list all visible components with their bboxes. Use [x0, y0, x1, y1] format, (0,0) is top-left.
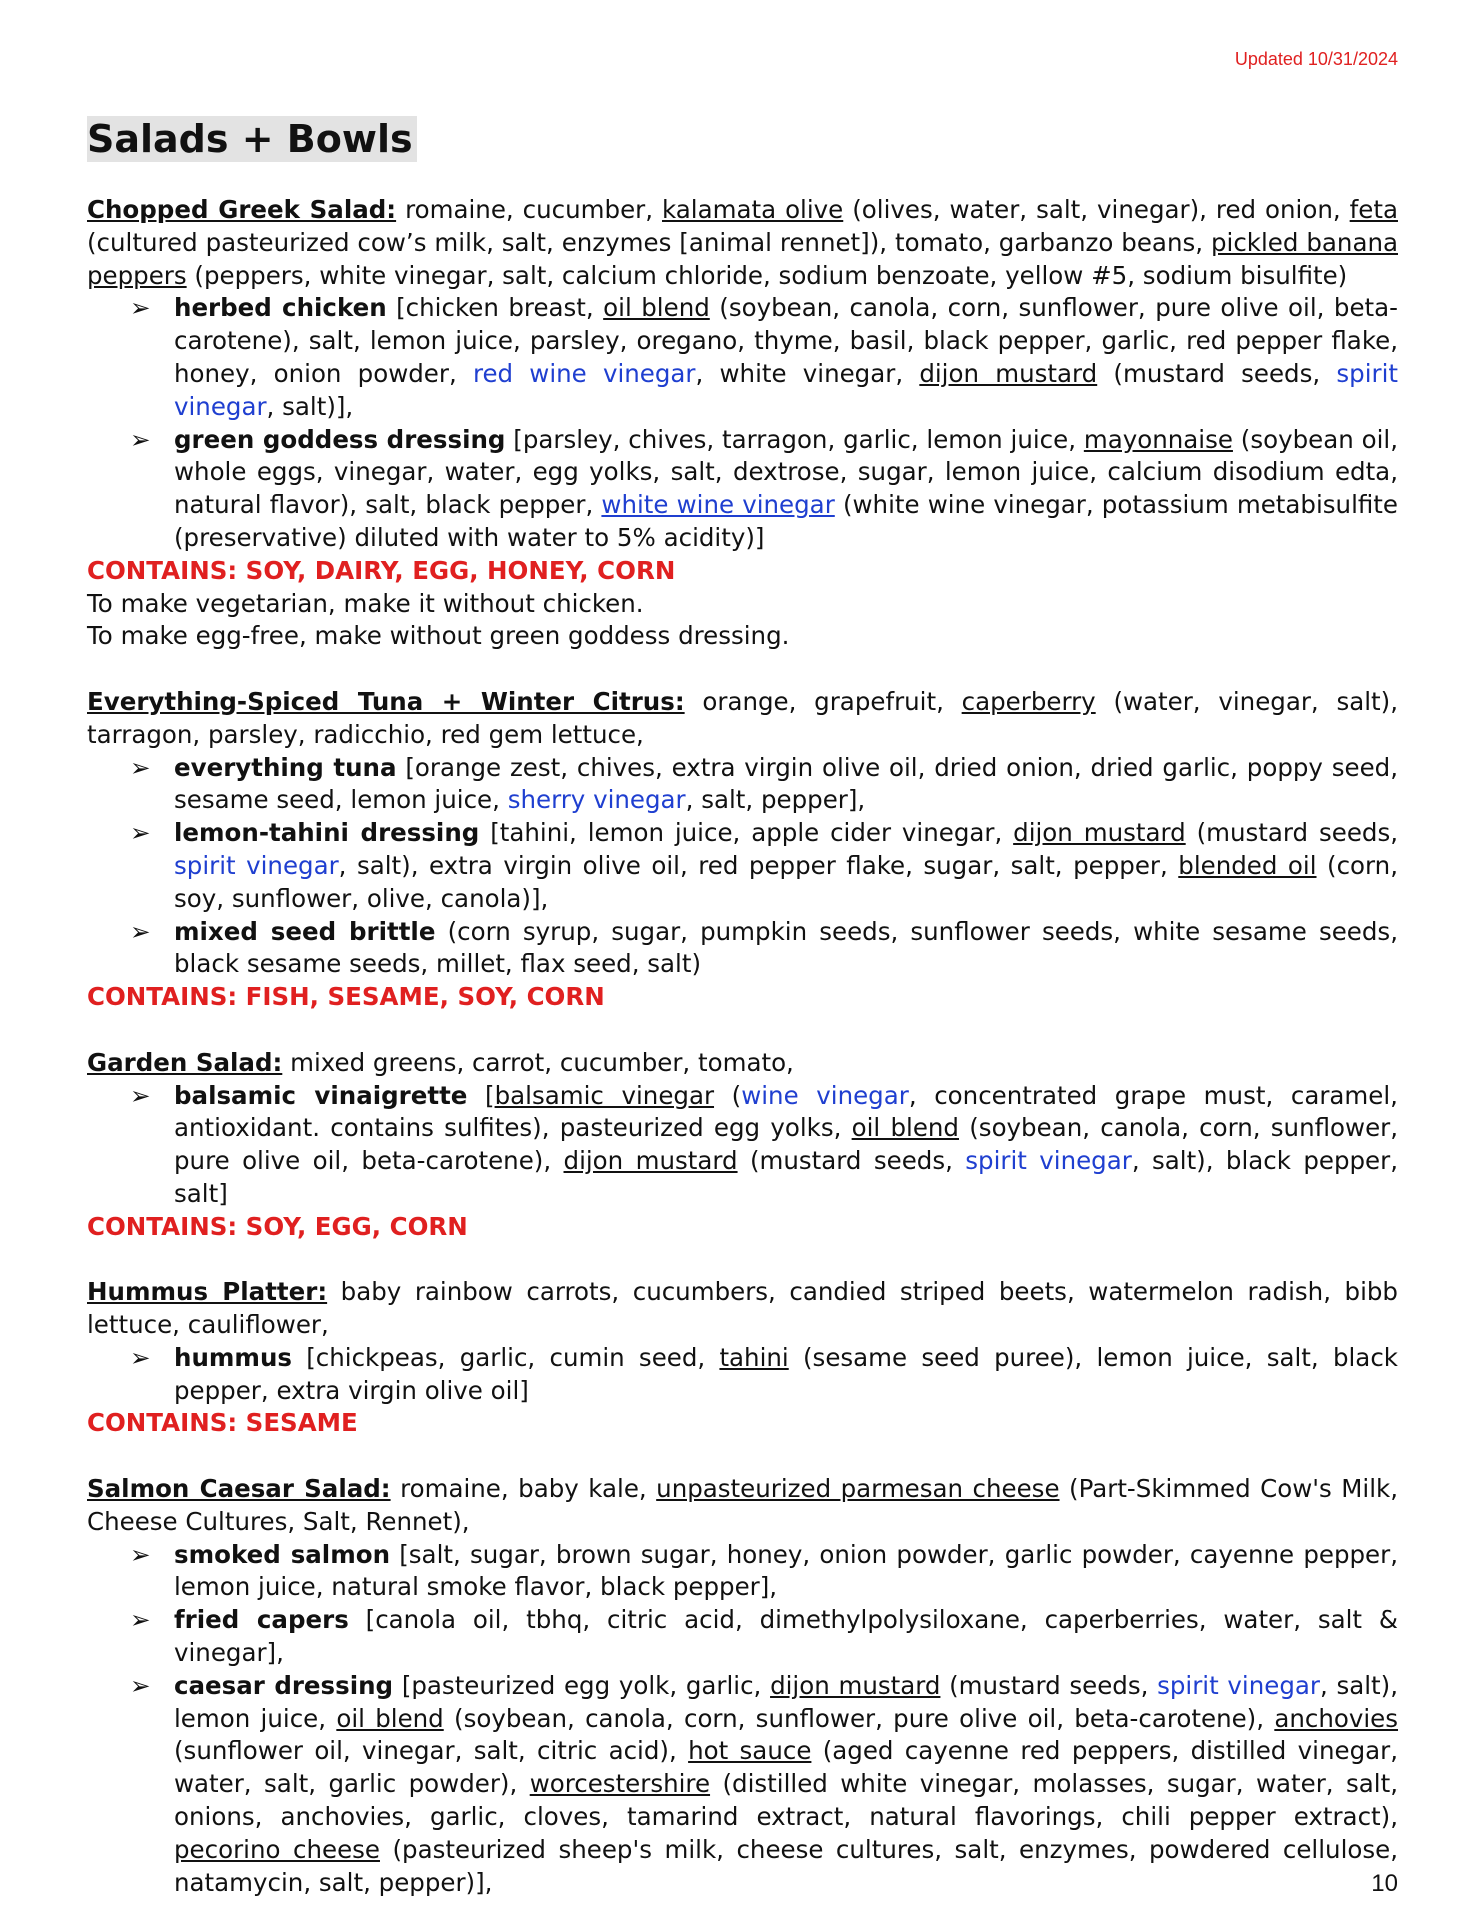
item-name: Everything-Spiced Tuna + Winter Citrus: — [87, 686, 685, 716]
arrow-bullet-icon: ➢ — [130, 752, 151, 782]
component-name: mixed seed brittle — [174, 916, 436, 946]
item-name: Garden Salad: — [87, 1047, 283, 1077]
component-name: fried capers — [174, 1605, 349, 1635]
component-mixed-seed-brittle: ➢ mixed seed brittle (corn syrup, sugar, pumpkin seeds, sunflower seeds, white sesame seeds, black sesame seeds, millet, flax seed, salt) — [130, 916, 1398, 979]
arrow-bullet-icon: ➢ — [130, 1080, 151, 1110]
allergen-contains: CONTAINS: FISH, SESAME, SOY, CORN — [87, 982, 605, 1012]
component-list — [87, 1342, 1398, 1408]
item-base-ingredients: Garden Salad: mixed greens, carrot, cucumber, tomato, — [87, 1047, 794, 1077]
page-number: 10 — [1371, 1870, 1398, 1897]
menu-item-chopped-greek-salad — [87, 194, 1398, 653]
highlighted-ingredient: white wine vinegar — [601, 490, 835, 520]
component-fried-capers: ➢ fried capers [canola oil, tbhq, citric acid, dimethylpolysiloxane, caperberries, water, salt & vinegar], — [130, 1605, 1398, 1668]
component-everything-tuna: ➢ everything tuna [orange zest, chives, extra virgin olive oil, dried onion, dried garlic, poppy seed, sesame seed, lemon juice, sherry vinegar, salt, pepper], — [130, 752, 1398, 815]
item-name: Salmon Caesar Salad: — [87, 1474, 391, 1504]
component-caesar-dressing: ➢ caesar dressing [pasteurized egg yolk, garlic, dijon mustard (mustard seeds, spirit vinegar, salt), lemon juice, oil blend (soybean, canola, corn, sunflower, pure olive oil, beta-carotene), anchovies (sunflower oil, vinegar, salt, citric acid), hot sauce (aged cayenne red peppers, distilled vinegar, water, salt, garlic powder), worcestershire (distilled white vinegar, molasses, sugar, water, salt, onions, anchovies, garlic, cloves, tamarind extract, natural flavorings, chili pepper extract), pecorino cheese (pasteurized sheep's milk, cheese cultures, salt, enzymes, powdered cellulose, natamycin, salt, pepper)], — [130, 1670, 1399, 1897]
menu-item-salmon-caesar-salad — [87, 1473, 1398, 1899]
allergen-contains: CONTAINS: SESAME — [87, 1408, 358, 1438]
arrow-bullet-icon: ➢ — [130, 1342, 151, 1372]
component-name: lemon-tahini dressing — [174, 818, 480, 848]
component-name: balsamic vinaigrette — [174, 1080, 468, 1110]
arrow-bullet-icon: ➢ — [130, 1605, 151, 1635]
component-list — [87, 752, 1398, 982]
menu-item-garden-salad — [87, 1047, 1398, 1244]
component-smoked-salmon: ➢ smoked salmon [salt, sugar, brown sugar, honey, onion powder, garlic powder, cayenne pepper, lemon juice, natural smoke flavor, black pepper], — [130, 1539, 1398, 1602]
arrow-bullet-icon: ➢ — [130, 293, 151, 323]
allergen-contains: CONTAINS: SOY, DAIRY, EGG, HONEY, CORN — [87, 555, 676, 585]
arrow-bullet-icon: ➢ — [130, 424, 151, 454]
allergen-contains: CONTAINS: SOY, EGG, CORN — [87, 1211, 468, 1241]
component-hummus: ➢ hummus [chickpeas, garlic, cumin seed, tahini (sesame seed puree), lemon juice, salt, black pepper, extra virgin olive oil] — [130, 1342, 1398, 1405]
component-name: hummus — [174, 1342, 292, 1372]
component-list — [87, 1080, 1398, 1211]
component-green-goddess-dressing: ➢ green goddess dressing [parsley, chives, tarragon, garlic, lemon juice, mayonnaise (soybean oil, whole eggs, vinegar, water, egg yolks, salt, dextrose, sugar, lemon juice, calcium disodium edta, natural flavor), salt, black pepper, white wine vinegar (white wine vinegar, potassium metabisulfite (preservative) diluted with water to 5% acidity)] — [130, 424, 1398, 552]
item-base-ingredients: Everything-Spiced Tuna + Winter Citrus: orange, grapefruit, caperberry (water, vinegar, salt), tarragon, parsley, radicchio, red gem lettuce, — [87, 686, 1398, 749]
item-base-ingredients: Hummus Platter: baby rainbow carrots, cucumbers, candied striped beets, watermelon radish, bibb lettuce, cauliflower, — [87, 1277, 1398, 1340]
item-base-ingredients: Chopped Greek Salad: romaine, cucumber, kalamata olive (olives, water, salt, vinegar), red onion, feta (cultured pasteurized cow’s milk, salt, enzymes [animal rennet]), tomato, garbanzo beans, pickled banana peppers (peppers, white vinegar, salt, calcium chloride, sodium benzoate, yellow #5, sodium bisulfite) — [87, 195, 1398, 290]
highlighted-ingredient: red wine vinegar — [472, 358, 696, 388]
component-name: green goddess dressing — [174, 424, 506, 454]
underlined-ingredient: kalamata olive — [662, 195, 844, 224]
item-name: Hummus Platter: — [87, 1277, 328, 1307]
component-name: herbed chicken — [174, 293, 387, 323]
component-list — [87, 1539, 1398, 1900]
updated-date: Updated 10/31/2024 — [1234, 49, 1398, 69]
item-note: To make egg-free, make without green goddess dressing. — [87, 621, 790, 651]
section-title: Salads + Bowls — [87, 116, 417, 162]
component-name: smoked salmon — [174, 1539, 391, 1569]
arrow-bullet-icon: ➢ — [130, 1539, 151, 1569]
component-list — [87, 292, 1398, 554]
underlined-ingredient: pickled banana peppers — [87, 227, 1398, 290]
component-herbed-chicken: ➢ herbed chicken [chicken breast, oil blend (soybean, canola, corn, sunflower, pure olive oil, beta-carotene), salt, lemon juice, parsley, oregano, thyme, basil, black pepper, garlic, red pepper flake, honey, onion powder, red wine vinegar, white vinegar, dijon mustard (mustard seeds, spirit vinegar, salt)], — [130, 293, 1398, 421]
component-lemon-tahini-dressing: ➢ lemon-tahini dressing [tahini, lemon juice, apple cider vinegar, dijon mustard (mustard seeds, spirit vinegar, salt), extra virgin olive oil, red pepper flake, sugar, salt, pepper, blended oil (corn, soy, sunflower, olive, canola)], — [130, 818, 1398, 913]
arrow-bullet-icon: ➢ — [130, 818, 151, 848]
item-name: Chopped Greek Salad: — [87, 195, 397, 224]
item-note: To make vegetarian, make it without chicken. — [87, 588, 644, 618]
component-name: caesar dressing — [174, 1670, 394, 1700]
component-name: everything tuna — [174, 752, 397, 782]
arrow-bullet-icon: ➢ — [130, 916, 151, 946]
item-base-ingredients: Salmon Caesar Salad: romaine, baby kale, unpasteurized parmesan cheese (Part-Skimmed Cow's Milk, Cheese Cultures, Salt, Rennet), — [87, 1474, 1398, 1536]
highlighted-ingredient: spirit vinegar — [174, 358, 1398, 421]
underlined-ingredient: feta — [1349, 195, 1398, 224]
menu-items — [87, 194, 1398, 1932]
arrow-bullet-icon: ➢ — [130, 1670, 151, 1700]
menu-item-hummus-platter — [87, 1276, 1398, 1440]
component-balsamic-vinaigrette: ➢ balsamic vinaigrette [balsamic vinegar (wine vinegar, concentrated grape must, caramel, antioxidant. contains sulfites), pasteurized egg yolks, oil blend (soybean, canola, corn, sunflower, pure olive oil, beta-carotene), dijon mustard (mustard seeds, spirit vinegar, salt), black pepper, salt] — [130, 1080, 1398, 1208]
menu-item-everything-spiced-tuna — [87, 686, 1398, 1014]
